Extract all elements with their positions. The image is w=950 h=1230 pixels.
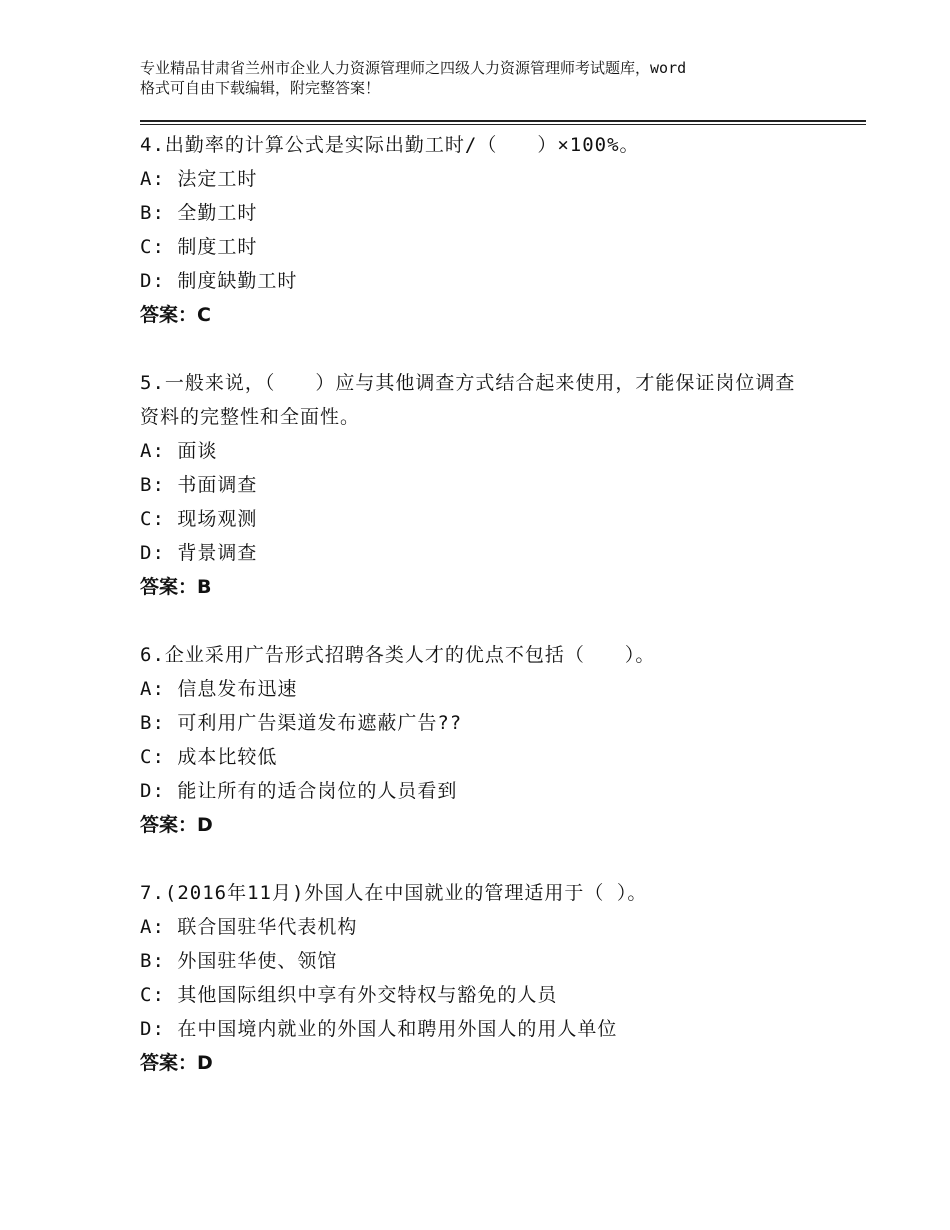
header-divider-thick <box>140 120 866 122</box>
option-d: D: 背景调查 <box>140 542 258 564</box>
option-a: A: 联合国驻华代表机构 <box>140 916 358 938</box>
option-a: A: 信息发布迅速 <box>140 678 298 700</box>
document-header <box>140 58 840 98</box>
question-list <box>140 128 860 1114</box>
answer-line: 答案：B <box>140 576 212 598</box>
option-b: B: 可利用广告渠道发布遮蔽广告?? <box>140 712 463 734</box>
option-a: A: 法定工时 <box>140 168 258 190</box>
header-line-2: 格式可自由下载编辑，附完整答案！ <box>140 79 381 97</box>
option-d: D: 能让所有的适合岗位的人员看到 <box>140 780 458 802</box>
option-b: B: 外国驻华使、领馆 <box>140 950 338 972</box>
answer-line: 答案：C <box>140 304 211 326</box>
option-d: D: 制度缺勤工时 <box>140 270 298 292</box>
question-text: 6.企业采用广告形式招聘各类人才的优点不包括（ ）。 <box>140 644 656 666</box>
option-c: C: 制度工时 <box>140 236 258 258</box>
option-a: A: 面谈 <box>140 440 218 462</box>
question-text: 4.出勤率的计算公式是实际出勤工时/（ ）×100%。 <box>140 134 640 156</box>
question-4 <box>140 128 860 332</box>
option-b: B: 书面调查 <box>140 474 258 496</box>
option-b: B: 全勤工时 <box>140 202 258 224</box>
option-d: D: 在中国境内就业的外国人和聘用外国人的用人单位 <box>140 1018 618 1040</box>
header-line-1: 专业精品甘肃省兰州市企业人力资源管理师之四级人力资源管理师考试题库，word <box>140 59 687 77</box>
question-7 <box>140 876 860 1080</box>
answer-line: 答案：D <box>140 814 213 836</box>
question-text: 5.一般来说，（ ）应与其他调查方式结合起来使用，才能保证岗位调查资料的完整性和全面性。 <box>140 372 796 428</box>
option-c: C: 成本比较低 <box>140 746 278 768</box>
question-text: 7.(2016年11月)外国人在中国就业的管理适用于（ ）。 <box>140 882 648 904</box>
option-c: C: 现场观测 <box>140 508 258 530</box>
header-divider-thin <box>140 124 866 125</box>
answer-line: 答案：D <box>140 1052 213 1074</box>
question-6 <box>140 638 860 842</box>
option-c: C: 其他国际组织中享有外交特权与豁免的人员 <box>140 984 558 1006</box>
question-5 <box>140 366 860 604</box>
